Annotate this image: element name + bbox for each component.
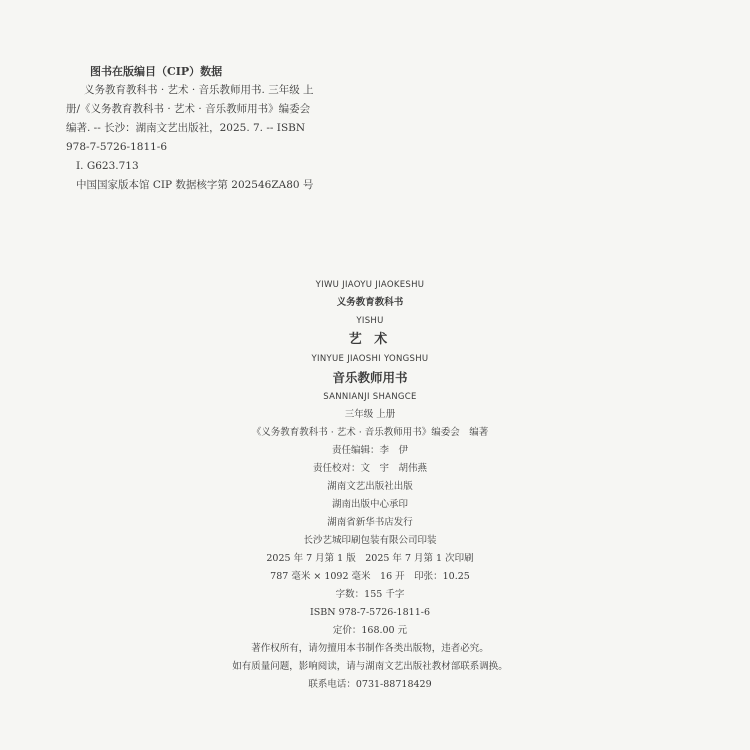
pinyin-grade: SANNIANJI SHANGCE [323,392,417,402]
cip-line: 978-7-5726-1811-6 [66,141,168,153]
cip-line: Ⅰ. G623.713 [76,160,139,172]
isbn: ISBN 978-7-5726-1811-6 [310,607,430,618]
proofreader: 责任校对：文 宇 胡伟燕 [312,463,427,474]
contact-phone: 联系电话：0731-88718429 [308,679,432,690]
printer: 长沙艺城印刷包装有限公司印装 [303,535,437,546]
grade: 三年级 上册 [344,409,396,420]
word-count: 字数：155 千字 [335,589,405,600]
copyright-notice: 著作权所有，请勿擅用本书制作各类出版物，违者必究。 [251,643,489,654]
book-title: 音乐教师用书 [332,370,408,385]
cip-line: 中国国家版本馆 CIP 数据核字第 202546ZA80 号 [76,179,314,191]
series-name: 义务教育教科书 [336,297,404,308]
cip-line: 义务教育教科书 · 艺术 · 音乐教师用书. 三年级 上 [84,84,314,96]
colophon-block [150,276,590,694]
format: 787 毫米 × 1092 毫米 16 开 印张：10.25 [270,571,470,582]
price: 定价：168.00 元 [332,625,408,636]
editor-board: 《义务教育教科书 · 艺术 · 音乐教师用书》编委会 编著 [251,427,489,438]
pinyin-title: YINYUE JIAOSHI YONGSHU [311,354,429,364]
cip-heading: 图书在版编目（CIP）数据 [90,65,223,78]
quality-notice: 如有质量问题，影响阅读，请与湖南文艺出版社教材部联系调换。 [232,661,508,672]
cip-line: 册/《义务教育教科书 · 艺术 · 音乐教师用书》编委会 [66,103,311,115]
distributor: 湖南省新华书店发行 [327,517,413,528]
pinyin-series: YIWU JIAOYU JIAOKESHU [315,280,425,290]
subject-title: 艺 术 [348,332,392,347]
chief-editor: 责任编辑：李 伊 [331,445,408,456]
cip-data-block [66,62,626,195]
cip-line: 编著. -- 长沙：湖南文艺出版社，2025. 7. -- ISBN [66,122,306,134]
publisher: 湖南文艺出版社出版 [327,481,413,492]
pinyin-subject: YISHU [356,316,384,326]
edition: 2025 年 7 月第 1 版 2025 年 7 月第 1 次印刷 [266,553,474,564]
printer-agent: 湖南出版中心承印 [331,499,408,510]
